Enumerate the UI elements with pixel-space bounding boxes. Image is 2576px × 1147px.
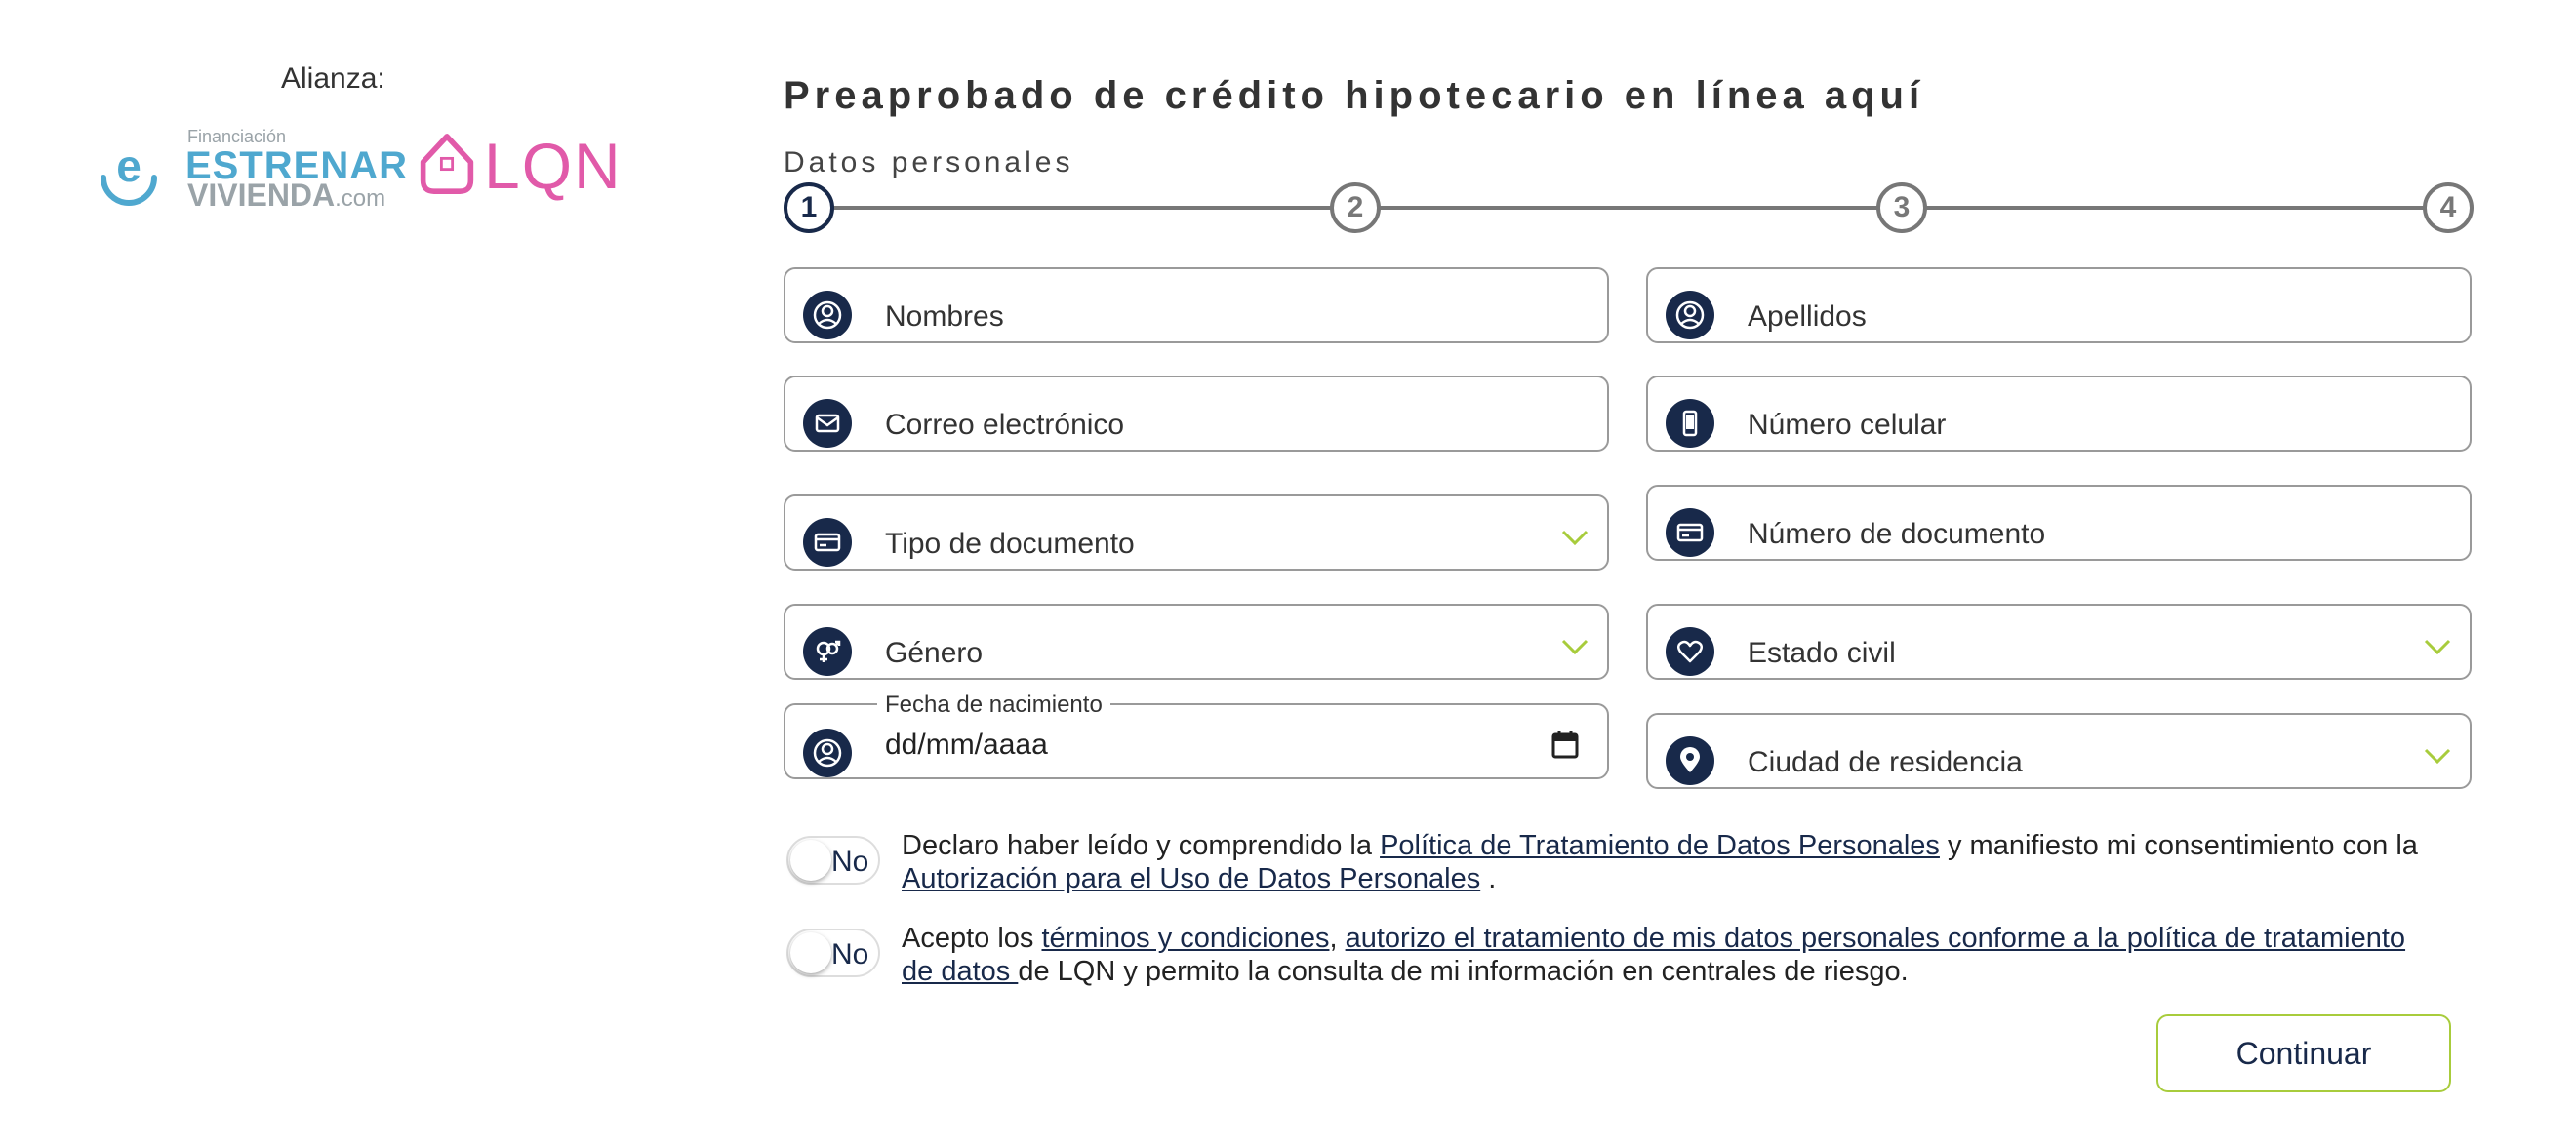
svg-text:e: e xyxy=(116,140,141,191)
step-3: 3 xyxy=(1876,182,1927,233)
terms-consent-text xyxy=(902,922,2424,988)
step-4: 4 xyxy=(2423,182,2474,233)
consent-text-segment: . xyxy=(1480,863,1497,894)
data-treatment-policy-link[interactable]: autorizo el tratamiento de mis datos personales conforme a la política de tratamiento de datos xyxy=(902,923,2406,987)
toggle-knob xyxy=(790,840,831,881)
correo-placeholder: Correo electrónico xyxy=(885,409,1125,441)
step-label: Datos personales xyxy=(784,146,1074,178)
page-title: Preaprobado de crédito hipotecario en línea aquí xyxy=(784,74,1925,117)
alliance-label: Alianza: xyxy=(281,62,385,95)
user-circle-icon xyxy=(1666,291,1714,339)
nombres-field[interactable] xyxy=(784,267,1609,343)
privacy-policy-link[interactable]: Política de Tratamiento de Datos Personales xyxy=(1380,830,1940,861)
progress-stepper xyxy=(784,182,2474,233)
gender-icon xyxy=(803,627,852,676)
nombres-placeholder: Nombres xyxy=(885,300,1004,333)
logo-estrenar-text: ESTRENAR xyxy=(185,144,409,187)
toggle-knob xyxy=(790,932,831,973)
celular-field[interactable] xyxy=(1646,376,2472,452)
step-1: 1 xyxy=(784,182,834,233)
chevron-down-icon xyxy=(2423,744,2452,768)
chevron-down-icon xyxy=(1560,635,1590,658)
numero-documento-field[interactable] xyxy=(1646,485,2472,561)
consent-text-segment: Declaro haber leído y comprendido la xyxy=(902,830,1381,861)
privacy-consent-toggle[interactable] xyxy=(786,836,880,885)
lqn-logo xyxy=(418,127,623,205)
fecha-nacimiento-field[interactable] xyxy=(784,692,1609,779)
ciudad-placeholder: Ciudad de residencia xyxy=(1748,746,2023,778)
terms-link[interactable]: términos y condiciones xyxy=(1041,923,1330,954)
id-card-icon xyxy=(1666,508,1714,557)
tipo-documento-select[interactable] xyxy=(784,494,1609,571)
estado-civil-select[interactable] xyxy=(1646,604,2472,680)
consent-text-segment: de LQN y permito la consulta de mi información en centrales de riesgo. xyxy=(1018,956,1909,987)
privacy-consent-text xyxy=(902,829,2424,895)
consent-text-segment: Acepto los xyxy=(902,923,1042,954)
continue-button[interactable]: Continuar xyxy=(2156,1014,2451,1092)
genero-placeholder: Género xyxy=(885,637,984,669)
mobile-phone-icon xyxy=(1666,399,1714,448)
consent-text-segment: y manifiesto mi consentimiento con la xyxy=(1939,830,2418,861)
fecha-nacimiento-value: dd/mm/aaaa xyxy=(885,729,1048,761)
user-circle-icon xyxy=(803,729,852,777)
fecha-nacimiento-label: Fecha de nacimiento xyxy=(877,692,1110,719)
map-pin-icon xyxy=(1666,736,1714,785)
ciudad-residencia-select[interactable] xyxy=(1646,713,2472,789)
correo-field[interactable] xyxy=(784,376,1609,452)
stepper-line xyxy=(809,206,2448,210)
house-icon xyxy=(418,129,476,199)
logo-financiacion-text: Financiación xyxy=(187,127,287,146)
chevron-down-icon xyxy=(1560,526,1590,549)
numero-documento-placeholder: Número de documento xyxy=(1748,518,2046,550)
step-2: 2 xyxy=(1330,182,1381,233)
data-use-authorization-link[interactable]: Autorización para el Uso de Datos Personales xyxy=(902,863,1481,894)
terms-consent-toggle[interactable] xyxy=(786,929,880,977)
lqn-text: LQN xyxy=(484,130,623,202)
consent-text-segment: , xyxy=(1329,923,1346,954)
logo-vivienda-text: VIVIENDA.com xyxy=(187,178,386,213)
user-circle-icon xyxy=(803,291,852,339)
estrenar-vivienda-logo xyxy=(94,127,409,213)
celular-placeholder: Número celular xyxy=(1748,409,1947,441)
genero-select[interactable] xyxy=(784,604,1609,680)
calendar-icon[interactable] xyxy=(1550,729,1580,760)
apellidos-field[interactable] xyxy=(1646,267,2472,343)
toggle-label: No xyxy=(831,938,869,970)
chevron-down-icon xyxy=(2423,635,2452,658)
heart-icon xyxy=(1666,627,1714,676)
estrenar-e-icon xyxy=(94,138,164,209)
tipo-documento-placeholder: Tipo de documento xyxy=(885,528,1135,560)
toggle-label: No xyxy=(831,846,869,878)
id-card-icon xyxy=(803,518,852,567)
estado-civil-placeholder: Estado civil xyxy=(1748,637,1896,669)
envelope-icon xyxy=(803,399,852,448)
apellidos-placeholder: Apellidos xyxy=(1748,300,1867,333)
